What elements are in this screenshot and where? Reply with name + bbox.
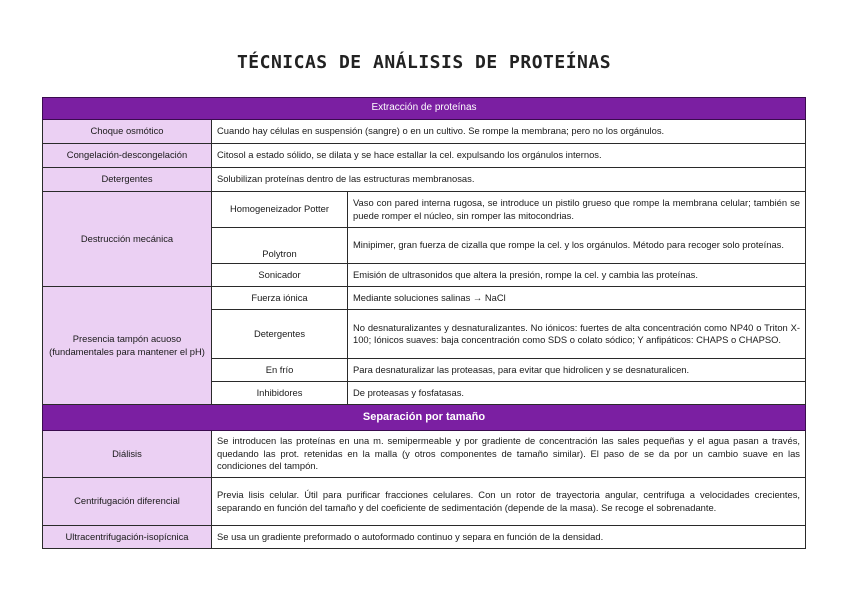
table-row-freeze (43, 144, 806, 168)
technique-label-centrifugation: Centrifugación diferencial (43, 478, 212, 526)
table-row-dialysis (43, 431, 806, 478)
subtechnique-desc-polytron: Minipimer, gran fuerza de cizalla que rompe la cel. y los orgánulos. Método para recoger solo proteínas. (348, 228, 806, 264)
subtechnique-desc-ionic: Mediante soluciones salinas → NaCl (348, 287, 806, 310)
technique-desc-ultracentrifugation: Se usa un gradiente preformado o autoformado continuo y separa en función de la densidad. (212, 526, 806, 549)
protein-techniques-table (42, 97, 806, 549)
technique-desc-dialysis: Se introducen las proteínas en una m. semipermeable y por gradiente de concentración las sales pequeñas y el agua pasan a través, quedando las prot. retenidas en la malla (y otros componentes de tamaño similar). El paso de se da por un cambio suave en las condiciones del tampón. (212, 431, 806, 478)
table-row-osmotic (43, 120, 806, 144)
subtechnique-label-polytron: Polytron (212, 228, 348, 264)
technique-label-osmotic: Choque osmótico (43, 120, 212, 144)
technique-label-dialysis: Diálisis (43, 431, 212, 478)
subtechnique-label-buffer-detergents: Detergentes (212, 310, 348, 359)
table-row-ultracentrifugation (43, 526, 806, 549)
subtechnique-label-sonicator: Sonicador (212, 264, 348, 287)
table-row-potter (43, 192, 806, 228)
subtechnique-desc-inhibitors: De proteasas y fosfatasas. (348, 382, 806, 405)
page-title: TÉCNICAS DE ANÁLISIS DE PROTEÍNAS (236, 52, 612, 73)
technique-label-detergents: Detergentes (43, 168, 212, 192)
table-row-ionic (43, 287, 806, 310)
subtechnique-desc-sonicator: Emisión de ultrasonidos que altera la presión, rompe la cel. y cambia las proteínas. (348, 264, 806, 287)
technique-desc-freeze: Citosol a estado sólido, se dilata y se hace estallar la cel. expulsando los orgánulos internos. (212, 144, 806, 168)
technique-desc-detergents: Solubilizan proteínas dentro de las estructuras membranosas. (212, 168, 806, 192)
section-header-extraction (43, 98, 806, 120)
section-title-separation: Separación por tamaño (43, 405, 806, 431)
section-header-separation (43, 405, 806, 431)
technique-desc-osmotic: Cuando hay células en suspensión (sangre) o en un cultivo. Se rompe la membrana; pero no los orgánulos. (212, 120, 806, 144)
technique-label-buffer: Presencia tampón acuoso (fundamentales para mantener el pH) (43, 287, 212, 405)
section-title-extraction: Extracción de proteínas (43, 98, 806, 120)
technique-label-ultracentrifugation: Ultracentrifugación-isopícnica (43, 526, 212, 549)
technique-label-mechanical: Destrucción mecánica (43, 192, 212, 287)
technique-desc-centrifugation: Previa lisis celular. Útil para purificar fracciones celulares. Con un rotor de trayectoria angular, centrifuga a velocidades crecientes, separando en función del tamaño y del coeficiente de sedimentación (depende de la masa). Se recoge el sobrenadante. (212, 478, 806, 526)
subtechnique-desc-potter: Vaso con pared interna rugosa, se introduce un pistilo grueso que rompe la membrana celular; también se puede romper el núcleo, sin romper las mitocondrias. (348, 192, 806, 228)
subtechnique-label-potter: Homogeneizador Potter (212, 192, 348, 228)
subtechnique-label-cold: En frío (212, 359, 348, 382)
subtechnique-desc-buffer-detergents: No desnaturalizantes y desnaturalizantes. No iónicos: fuertes de alta concentración como NP40 o Triton X-100; Iónicos suaves: baja concentración como SDS o colato sódico; Y anfipáticos: CHAPS o CHAPSO. (348, 310, 806, 359)
subtechnique-label-ionic: Fuerza iónica (212, 287, 348, 310)
subtechnique-label-inhibitors: Inhibidores (212, 382, 348, 405)
table-row-detergents (43, 168, 806, 192)
technique-label-freeze: Congelación-descongelación (43, 144, 212, 168)
subtechnique-desc-cold: Para desnaturalizar las proteasas, para evitar que hidrolicen y se desnaturalicen. (348, 359, 806, 382)
table-row-centrifugation (43, 478, 806, 526)
